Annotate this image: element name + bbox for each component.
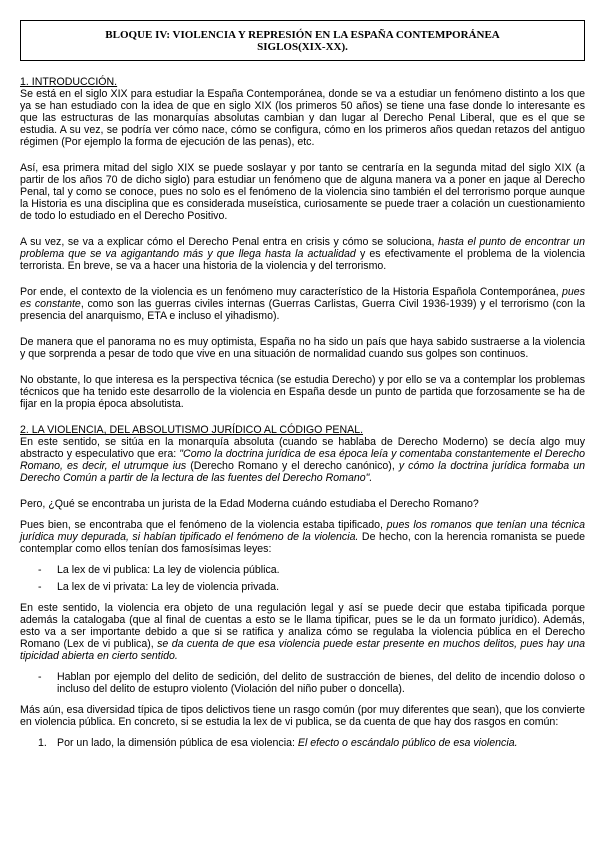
text-run: De hecho, con la herencia romanista se puede contemplar como ellos tenían dos famosísimas leyes: xyxy=(20,531,585,555)
paragraph-intro-5: De manera que el panorama no es muy optimista, España no ha sido un país que haya sabido sustraerse a la violencia y que sorprenda a pesar de todo que vive en una situación de normalidad cuando sus golpes son continuos. xyxy=(20,336,585,360)
paragraph-intro-3 xyxy=(20,236,585,272)
paragraph-violencia-4 xyxy=(20,602,585,662)
paragraph-violencia-2: Pero, ¿Qué se encontraba un jurista de la Edad Moderna cuándo estudiaba el Derecho Romano? xyxy=(20,498,479,510)
text-run: y es efectivamente el problema de la violencia terrorista. En breve, se va a hacer una historia de la violencia y del terrorismo. xyxy=(20,248,585,272)
text-run: (Derecho Romano y el derecho canónico), xyxy=(186,460,399,472)
emphasis-text: pues los romanos que tenían una técnica jurídica muy depurada, si habían tipificado el fenómeno de la violencia. xyxy=(20,519,585,543)
rasgos-list xyxy=(20,737,585,749)
text-run: Pues bien, se encontraba que el fenómeno de la violencia estaba tipificado, xyxy=(20,519,387,531)
text-run: , como son las guerras civiles internas (Guerras Carlistas, Guerra Civil 1936-1939) y el terrorismo (con la presencia del anarquismo, ETA e incluso el yihadismo). xyxy=(20,298,585,322)
list-number: 1. xyxy=(38,737,47,749)
text-run: Por un lado, la dimensión pública de esa violencia: xyxy=(57,737,298,749)
paragraph-intro-1: Se está en el siglo XIX para estudiar la España Contemporánea, donde se va a estudiar un fenómeno distinto a los que ya se han estudiado con la idea de que en siglo XIX (los primeros 50 años) se tiene una fase donde lo interesante es que las estructuras de las monarquías absolutas cambian y dan lugar al Derecho Penal Liberal, que es el que se estudia. A su vez, se podría ver cómo nace, cómo se configura, cómo en los primeros años quedan retazos del antiguo régimen (Por ejemplo la forma de ejecución de las penas), etc. xyxy=(20,88,585,148)
emphasis-text: se da cuenta de que esa violencia puede estar presente en muchos delitos, pues hay una tipicidad abierta en cierto sentido. xyxy=(20,638,585,662)
title-line-2: SIGLOS(XIX-XX). xyxy=(257,41,348,53)
list-item: - Hablan por ejemplo del delito de sedición, del delito de sustracción de bienes, del delito de incendio doloso o incluso del delito de estupro violento (Violación del niño puber o doncella). xyxy=(38,671,585,695)
emphasis-text: El efecto o escándalo público de esa violencia. xyxy=(297,737,518,749)
text-run: En este sentido, la violencia era objeto de una regulación legal y así se puede decir que estaba tipificada porque además la catalogaba (que al final de cuentas a esto se le llama tipificar, pues se le da un formato jurídico). Además, esto va a ser importante debido a que si se ratifica y analiza cómo se regulaba la violencia pública en el Derecho Romano (Lex de vi publica), xyxy=(20,602,585,650)
emphasis-text: pues es constante xyxy=(20,286,585,310)
paragraph-violencia-5: Más aún, esa diversidad típica de tipos delictivos tiene un rasgo común (por muy diferentes que sean), que los convierte en violencia pública. En concreto, si se estudia la lex de vi publica, se da cuenta de que hay dos rasgos en común: xyxy=(20,704,585,728)
emphasis-text: y cómo la doctrina jurídica formaba un Derecho Común a partir de la lectura de las fuentes del Derecho Romano". xyxy=(20,460,585,484)
text-run: Por ende, el contexto de la violencia es un fenómeno muy característico de la Historia Española Contemporánea, xyxy=(20,286,563,298)
paragraph-violencia-3 xyxy=(20,519,585,555)
emphasis-text: "Como la doctrina jurídica de esa época leía y comentaba constantemente el Derecho Romano, es decir, el utrumque ius xyxy=(20,448,585,472)
paragraph-violencia-1 xyxy=(20,436,585,484)
delitos-list xyxy=(20,671,585,695)
paragraph-intro-6: No obstante, lo que interesa es la perspectiva técnica (se estudia Derecho) y por ello se va a contemplar los problemas técnicos que ha tenido este desarrollo de la violencia en España desde un punto de partida que forzosamente se ha de fijar en la propia época absolutista. xyxy=(20,374,585,410)
section-heading-violencia: 2. LA VIOLENCIA, DEL ABSOLUTISMO JURÍDICO AL CÓDIGO PENAL. xyxy=(20,424,364,436)
text-run: A su vez, se va a explicar cómo el Derecho Penal entra en crisis y cómo se soluciona, xyxy=(20,236,439,248)
section-heading-introduccion: 1. INTRODUCCIÓN. xyxy=(20,76,118,88)
title-box xyxy=(20,20,585,61)
list-item: - La lex de vi privata: La ley de violencia privada. xyxy=(38,581,585,593)
text-run: En este sentido, se sitúa en la monarquía absoluta (cuando se hablaba de Derecho Moderno) se decía algo muy abstracto y especulativo que era: xyxy=(20,436,585,460)
title-line-1: BLOQUE IV: VIOLENCIA Y REPRESIÓN EN LA ESPAÑA CONTEMPORÁNEA xyxy=(105,29,500,41)
paragraph-intro-2: Así, esa primera mitad del siglo XIX se puede soslayar y por tanto se centraría en la segunda mitad del siglo XIX (a partir de los años 70 de dicho siglo) para estudiar un fenómeno que de alguna manera va a poner en jaque al Derecho Penal, tal y como se conoce, pues no solo es el fenómeno de la violencia sino también el del terrorismo porque aunque la Historia es una disciplina que es considerada museística, curiosamente se puede traer a colación un cuestionamiento de todo lo estudiado en el Derecho Positivo. xyxy=(20,162,585,222)
document-page xyxy=(20,20,585,749)
emphasis-text: hasta el punto de encontrar un problema que se va agigantando más y que llega hasta la actualidad xyxy=(20,236,585,260)
list-item: - La lex de vi publica: La ley de violencia pública. xyxy=(38,564,585,576)
paragraph-intro-4 xyxy=(20,286,585,322)
list-item xyxy=(38,737,585,749)
lex-list xyxy=(20,564,585,593)
